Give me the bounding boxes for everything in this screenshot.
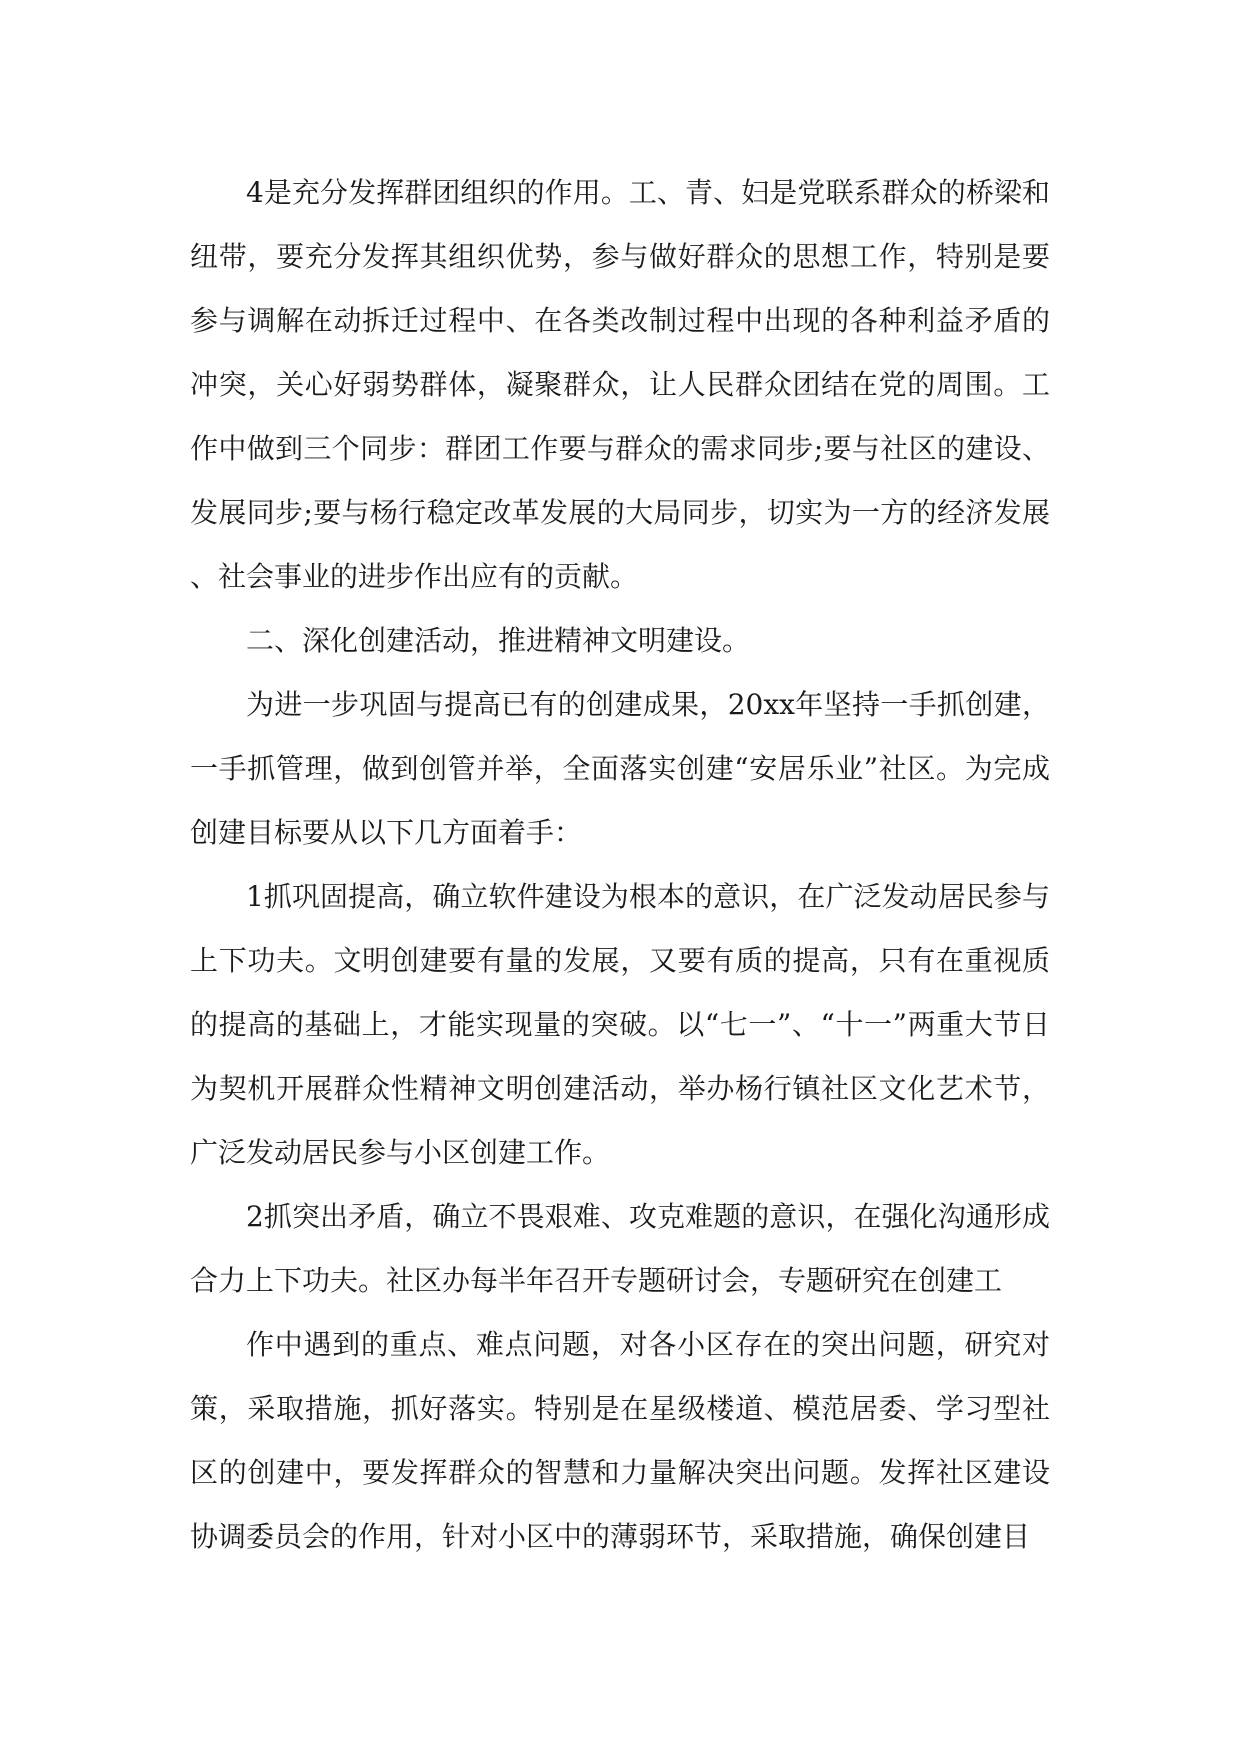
paragraph-group-work: 4是充分发挥群团组织的作用。工、青、妇是党联系群众的桥梁和纽带，要充分发挥其组织优势，参与做好群众的思想工作，特别是要参与调解在动拆迁过程中、在各类改制过程中出现的各种利益矛盾的冲突，关心好弱势群体，凝聚群众，让人民群众团结在党的周围。工作中做到三个同步：群团工作要与群众的需求同步;要与社区的建设、发展同步;要与杨行稳定改革发展的大局同步，切实为一方的经济发展、社会事业的进步作出应有的贡献。 <box>190 176 1050 593</box>
paragraph-creation-goals: 为进一步巩固与提高已有的创建成果，20xx年坚持一手抓创建，一手抓管理，做到创管并举，全面落实创建“安居乐业”社区。为完成创建目标要从以下几方面着手： <box>190 688 1050 849</box>
paragraph-point-2-continued: 作中遇到的重点、难点问题，对各小区存在的突出问题，研究对策，采取措施，抓好落实。特别是在星级楼道、模范居委、学习型社区的创建中，要发挥群众的智慧和力量解决突出问题。发挥社区建设协调委员会的作用，针对小区中的薄弱环节，采取措施，确保创建目 <box>190 1328 1050 1553</box>
document-body <box>190 161 1050 1569</box>
paragraph-point-2: 2抓突出矛盾，确立不畏艰难、攻克难题的意识，在强化沟通形成合力上下功夫。社区办每半年召开专题研讨会，专题研究在创建工 <box>190 1200 1050 1297</box>
section-heading-civilization: 二、深化创建活动，推进精神文明建设。 <box>246 624 751 657</box>
paragraph-point-1: 1抓巩固提高，确立软件建设为根本的意识，在广泛发动居民参与上下功夫。文明创建要有量的发展，又要有质的提高，只有在重视质的提高的基础上，才能实现量的突破。以“七一”、“十一”两重大节日为契机开展群众性精神文明创建活动，举办杨行镇社区文化艺术节，广泛发动居民参与小区创建工作。 <box>190 880 1050 1169</box>
